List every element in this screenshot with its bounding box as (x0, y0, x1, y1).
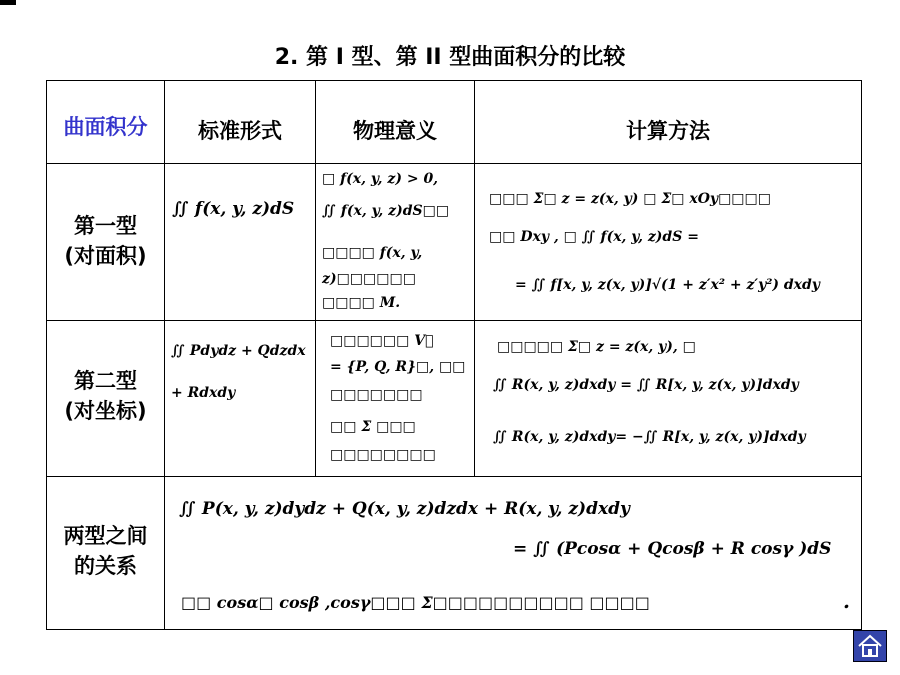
col-divider (164, 81, 165, 629)
row1-meaning-line2: ∬ f(x, y, z)dS□□ (322, 203, 450, 219)
row2-meaning-line3: □□□□□□□ (330, 387, 423, 403)
row3-label (47, 521, 164, 581)
row2-label-line1: 第二型 (74, 369, 137, 393)
page-title: 2. 第 I 型、第 II 型曲面积分的比较 (274, 45, 626, 70)
row2-method-line3: ∬ R(x, y, z)dxdy= −∬ R[x, y, z(x, y)]dxdy (493, 429, 806, 445)
header-method: 计算方法 (626, 119, 710, 143)
row2-meaning-line4: □□ Σ □□□ (330, 419, 416, 435)
row2-label-line2: (对坐标) (64, 399, 147, 423)
row1-method-line3: = ∬ f[x, y, z(x, y)]√(1 + z′x² + z′y²) dxdy (515, 277, 820, 293)
row3-period: . (843, 589, 850, 613)
row-divider (47, 476, 861, 477)
row1-method-line2: □□ Dxy , □ ∬ f(x, y, z)dS = (489, 229, 699, 245)
row1-meaning-line1: □ f(x, y, z) > 0, (322, 171, 439, 187)
row1-standard-form: ∬ f(x, y, z)dS (172, 199, 295, 219)
corner-mark (0, 0, 16, 5)
row1-method-line1: □□□ Σ□ z = z(x, y) □ Σ□ xOy□□□□ (489, 191, 771, 207)
row1-meaning-line4: z)□□□□□□ (322, 271, 416, 287)
row3-relation-line2: = ∬ (Pcosα + Qcosβ + R cosγ )dS (513, 539, 832, 559)
row2-meaning-line2: = {P, Q, R}□, □□ (330, 359, 466, 375)
row1-meaning-line5: □□□□ M. (322, 295, 401, 311)
row3-note: □□ cosα□ cosβ ,cosγ□□□ Σ□□□□□□□□□□ □□□□ (181, 593, 650, 612)
row2-standard-form-line1: ∬ Pdydz + Qdzdx (171, 343, 306, 359)
row3-label-line1: 两型之间 (63, 524, 148, 548)
row-divider (47, 163, 861, 164)
row1-label-line1: 第一型 (74, 214, 137, 238)
row1-label-line2: (对面积) (64, 244, 147, 268)
row2-meaning-line1: □□□□□□ V⃗ (330, 333, 434, 349)
row3-label-line2: 的关系 (74, 554, 137, 578)
header-standard-form: 标准形式 (198, 119, 282, 143)
row-divider (47, 320, 861, 321)
row1-label (47, 211, 164, 271)
header-surface-integral: 曲面积分 (63, 115, 148, 139)
row3-relation-line1: ∬ P(x, y, z)dydz + Q(x, y, z)dzdx + R(x, y, z)dxdy (179, 499, 630, 519)
row1-meaning-line3: □□□□ f(x, y, (322, 245, 423, 261)
row2-method-line1: □□□□□ Σ□ z = z(x, y), □ (497, 339, 696, 355)
comparison-table (46, 80, 862, 630)
header-physical-meaning: 物理意义 (353, 119, 437, 143)
home-icon (854, 631, 886, 661)
row2-standard-form-line2: + Rdxdy (171, 385, 236, 401)
row2-meaning-line5: □□□□□□□□ (330, 447, 436, 463)
home-button[interactable] (853, 630, 887, 662)
row2-label (47, 366, 164, 426)
row2-method-line2: ∬ R(x, y, z)dxdy = ∬ R[x, y, z(x, y)]dxdy (493, 377, 799, 393)
